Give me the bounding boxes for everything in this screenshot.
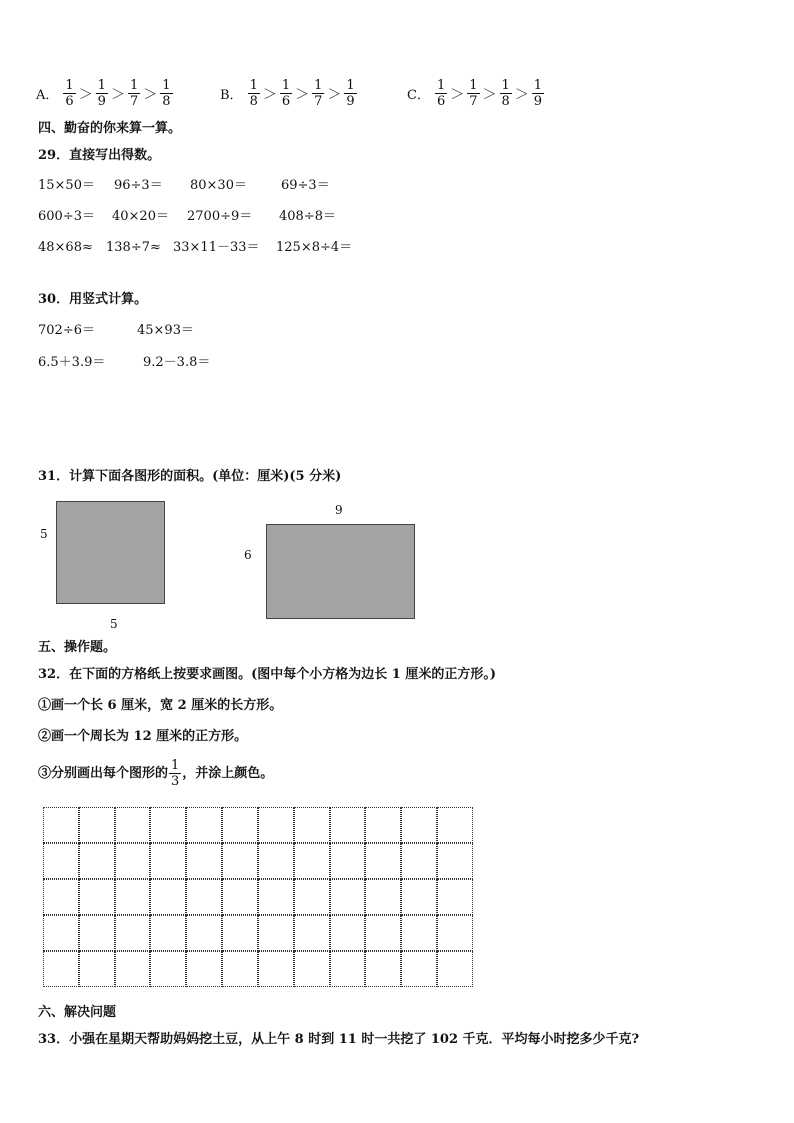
fraction (160, 78, 172, 109)
grid-cell[interactable] (258, 807, 294, 843)
grid-cell[interactable] (401, 951, 437, 987)
fraction-denominator: 8 (249, 94, 258, 109)
grid-cell[interactable] (150, 915, 186, 951)
fraction (248, 78, 260, 109)
grid-cell[interactable] (294, 807, 330, 843)
question-31-title: 31．计算下面各图形的面积。(单位：厘米)(5 分米) (38, 469, 342, 484)
square-base-label: 5 (110, 617, 118, 631)
question-32-title: 32．在下面的方格纸上按要求画图。(图中每个小方格为边长 1 厘米的正方形。) (38, 667, 496, 682)
fraction (96, 78, 108, 109)
fraction-numerator: 1 (65, 78, 74, 93)
grid-cell[interactable] (330, 843, 366, 879)
grid-cell[interactable] (150, 951, 186, 987)
grid-cell[interactable] (294, 843, 330, 879)
question-29-title: 29．直接写出得数。 (38, 148, 161, 163)
option-c (407, 78, 545, 109)
section-5-heading: 五、操作题。 (38, 640, 117, 655)
square-figure (56, 501, 165, 604)
calc-item: 9.2－3.8＝ (143, 355, 211, 370)
greater-than-sign: ＞ (262, 86, 277, 103)
fraction-numerator: 1 (281, 78, 291, 93)
fraction-denominator: 6 (65, 94, 74, 109)
fraction-denominator: 7 (314, 94, 323, 109)
fraction-numerator: 1 (436, 78, 446, 93)
fraction-numerator: 1 (129, 78, 139, 93)
fraction (280, 78, 292, 109)
section-6-heading: 六、解决问题 (38, 1005, 117, 1020)
greater-than-sign: ＞ (110, 86, 125, 103)
grid-cell[interactable] (365, 915, 401, 951)
option-label: A． (36, 88, 59, 103)
grid-cell[interactable] (79, 951, 115, 987)
grid-cell[interactable] (437, 807, 473, 843)
fraction-denominator: 8 (162, 94, 171, 109)
grid-cell[interactable] (186, 879, 222, 915)
grid-cell[interactable] (186, 951, 222, 987)
grid-cell[interactable] (222, 951, 258, 987)
grid-cell[interactable] (150, 807, 186, 843)
square-side-label: 5 (40, 527, 48, 541)
fraction (532, 78, 544, 109)
grid-cell[interactable] (437, 879, 473, 915)
calc-item: 138÷7≈ (106, 240, 161, 255)
fraction-numerator: 1 (97, 78, 106, 93)
task-2: ②画一个周长为 12 厘米的正方形。 (38, 729, 248, 744)
grid-cell[interactable] (294, 951, 330, 987)
fraction-numerator: 1 (249, 78, 258, 93)
fraction-denominator: 7 (129, 94, 139, 109)
calc-item: 702÷6＝ (38, 323, 95, 338)
grid-cell[interactable] (258, 915, 294, 951)
grid-cell[interactable] (330, 807, 366, 843)
grid-cell[interactable] (186, 807, 222, 843)
calc-item: 15×50＝ (38, 178, 95, 193)
grid-cell[interactable] (330, 951, 366, 987)
option-label: B． (220, 88, 243, 103)
task-3-text-before: ③分别画出每个图形的 (38, 765, 169, 781)
fraction-denominator: 6 (436, 94, 446, 109)
fraction (312, 78, 324, 109)
grid-cell[interactable] (258, 951, 294, 987)
fraction (63, 78, 75, 109)
grid-cell[interactable] (258, 843, 294, 879)
question-33-title: 33．小强在星期天帮助妈妈挖土豆，从上午 8 时到 11 时一共挖了 102 千克．平均每小时挖多少千克? (38, 1032, 640, 1047)
calc-item: 408÷8＝ (279, 209, 336, 224)
grid-cell[interactable] (43, 807, 79, 843)
question-30-title: 30．用竖式计算。 (38, 292, 148, 307)
fraction-numerator: 1 (501, 78, 510, 93)
grid-cell[interactable] (79, 915, 115, 951)
rectangle-width-label: 6 (244, 548, 252, 562)
fraction-denominator: 9 (97, 94, 106, 109)
grid-cell[interactable] (79, 807, 115, 843)
calc-item: 2700÷9＝ (187, 209, 253, 224)
fraction-numerator: 1 (171, 758, 180, 773)
grid-cell[interactable] (222, 843, 258, 879)
grid-cell[interactable] (365, 879, 401, 915)
grid-cell[interactable] (43, 879, 79, 915)
calc-item: 40×20＝ (112, 209, 169, 224)
grid-cell[interactable] (258, 879, 294, 915)
calc-item: 6.5＋3.9＝ (38, 355, 106, 370)
grid-cell[interactable] (222, 915, 258, 951)
grid-cell[interactable] (186, 915, 222, 951)
grid-cell[interactable] (43, 915, 79, 951)
grid-cell[interactable] (330, 879, 366, 915)
calc-item: 33×11－33＝ (173, 240, 260, 255)
grid-cell[interactable] (401, 879, 437, 915)
grid-cell[interactable] (437, 843, 473, 879)
one-third-fraction (169, 758, 181, 789)
fraction-denominator: 7 (469, 94, 478, 109)
grid-cell[interactable] (294, 879, 330, 915)
rectangle-length-label: 9 (335, 503, 343, 517)
grid-cell[interactable] (365, 807, 401, 843)
grid-cell[interactable] (186, 843, 222, 879)
option-a (36, 78, 174, 109)
grid-cell[interactable] (330, 915, 366, 951)
greater-than-sign: ＞ (78, 86, 93, 103)
rectangle-figure (266, 524, 415, 619)
grid-cell[interactable] (365, 843, 401, 879)
grid-cell[interactable] (115, 915, 151, 951)
grid-cell[interactable] (150, 879, 186, 915)
grid-cell[interactable] (43, 843, 79, 879)
greater-than-sign: ＞ (327, 86, 342, 103)
grid-cell[interactable] (115, 951, 151, 987)
greater-than-sign: ＞ (514, 86, 529, 103)
calc-item: 80×30＝ (190, 178, 247, 193)
grid-cell[interactable] (43, 951, 79, 987)
task-3 (38, 758, 273, 789)
grid-cell[interactable] (79, 879, 115, 915)
option-label: C． (407, 88, 430, 103)
grid-cell[interactable] (115, 879, 151, 915)
fraction (435, 78, 447, 109)
grid-cell[interactable] (437, 915, 473, 951)
fraction-denominator: 6 (281, 94, 291, 109)
task-1: ①画一个长 6 厘米，宽 2 厘米的长方形。 (38, 698, 283, 713)
grid-cell[interactable] (401, 843, 437, 879)
calc-item: 48×68≈ (38, 240, 93, 255)
fraction-numerator: 1 (533, 78, 543, 93)
grid-cell[interactable] (115, 843, 151, 879)
greater-than-sign: ＞ (482, 86, 497, 103)
calc-item: 45×93＝ (137, 323, 194, 338)
fraction (344, 78, 356, 109)
grid-cell[interactable] (437, 951, 473, 987)
grid-cell[interactable] (294, 915, 330, 951)
grid-cell[interactable] (222, 807, 258, 843)
grid-cell[interactable] (115, 807, 151, 843)
grid-cell[interactable] (401, 807, 437, 843)
greater-than-sign: ＞ (143, 86, 158, 103)
fraction-numerator: 1 (469, 78, 478, 93)
fraction (467, 78, 479, 109)
section-4-heading: 四、勤奋的你来算一算。 (38, 121, 182, 136)
greater-than-sign: ＞ (295, 86, 310, 103)
grid-cell[interactable] (365, 951, 401, 987)
fraction-denominator: 9 (346, 94, 355, 109)
calc-item: 600÷3＝ (38, 209, 95, 224)
fraction-numerator: 1 (314, 78, 323, 93)
calc-item: 125×8÷4＝ (276, 240, 353, 255)
fraction (500, 78, 512, 109)
fraction-denominator: 9 (533, 94, 543, 109)
task-3-text-after: ，并涂上颜色。 (182, 765, 274, 781)
fraction-denominator: 8 (501, 94, 510, 109)
fraction-denominator: 3 (171, 774, 180, 789)
grid-cell[interactable] (401, 915, 437, 951)
option-b (220, 78, 358, 109)
grid-cell[interactable] (79, 843, 115, 879)
grid-cell[interactable] (150, 843, 186, 879)
calc-item: 96÷3＝ (114, 178, 163, 193)
calc-item: 69÷3＝ (281, 178, 330, 193)
fraction-numerator: 1 (162, 78, 171, 93)
fraction-numerator: 1 (346, 78, 355, 93)
greater-than-sign: ＞ (450, 86, 465, 103)
grid-cell[interactable] (222, 879, 258, 915)
fraction (128, 78, 140, 109)
graph-paper-grid[interactable] (43, 807, 473, 987)
